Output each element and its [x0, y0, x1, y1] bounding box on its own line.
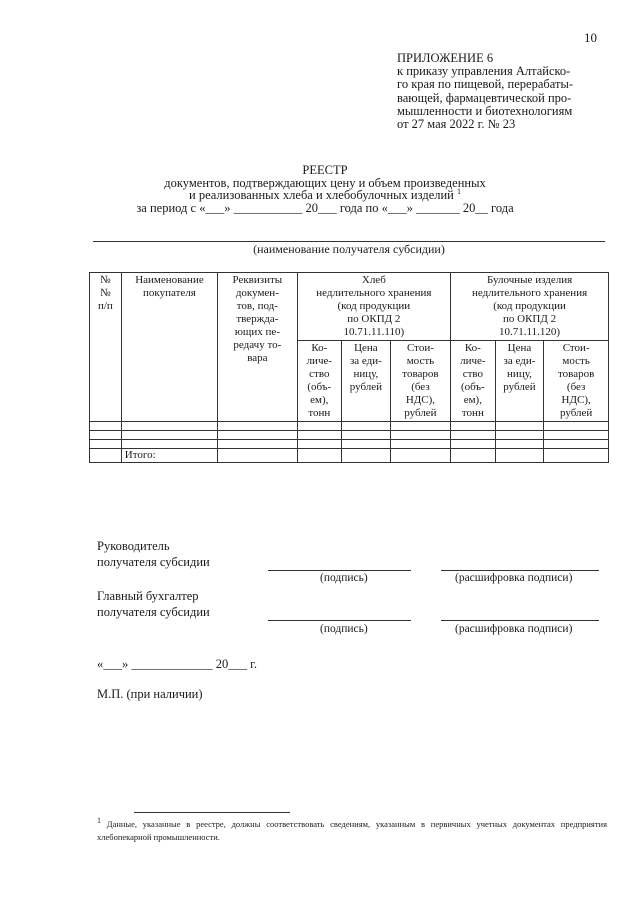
column-header-quantity: Ко- личе- ство (объ- ем), тонн	[297, 341, 341, 422]
table-header-row	[90, 273, 609, 341]
column-header-cost: Стои- мость товаров (без НДС), рублей	[390, 341, 450, 422]
appendix-line: вающей, фармацевтической про-	[397, 90, 572, 105]
date-line: «___» _____________ 20___ г.	[97, 657, 257, 671]
footnote-text: Данные, указанные в реестре, должны соответствовать сведениям, указанным в первичных учетных документах предприятия хлебопекарной промышленности.	[97, 819, 607, 842]
signature-line	[268, 620, 411, 621]
appendix-line: мышленности и биотехнологиям	[397, 103, 573, 118]
appendix-header	[397, 52, 612, 131]
signature-line	[268, 570, 411, 571]
title-line: документов, подтверждающих цену и объем произведенных	[164, 175, 486, 190]
table-row	[90, 422, 609, 431]
appendix-line: го края по пищевой, перерабаты-	[397, 77, 574, 92]
signature-caption: (подпись)	[320, 623, 368, 635]
accountant-label: Главный бухгалтер получателя субсидии	[97, 589, 210, 619]
registry-table	[89, 272, 609, 463]
column-group-bakery: Булочные изделия недлительного хранения (код продукции по ОКПД 2 10.71.11.120)	[451, 273, 609, 341]
appendix-line: ПРИЛОЖЕНИЕ 6	[397, 51, 494, 65]
column-group-bread: Хлеб недлительного хранения (код продукции по ОКПД 2 10.71.11.110)	[297, 273, 451, 341]
appendix-line: к приказу управления Алтайско-	[397, 64, 571, 79]
column-header-price: Цена за еди- ницу, рублей	[495, 341, 544, 422]
table-row	[90, 431, 609, 440]
column-header-buyer: Наименование покупателя	[121, 273, 217, 422]
total-label: Итого:	[121, 449, 217, 463]
title-heading: РЕЕСТР	[302, 163, 348, 177]
footnote-reference: 1	[456, 187, 461, 197]
title-line-with-footnote	[60, 189, 590, 202]
column-header-number: № № п/п	[90, 273, 122, 422]
column-header-cost: Стои- мость товаров (без НДС), рублей	[544, 341, 609, 422]
table-total-row	[90, 449, 609, 463]
footnote-mark: 1	[97, 816, 101, 826]
footnote	[97, 818, 607, 844]
column-header-price: Цена за еди- ницу, рублей	[342, 341, 391, 422]
decoding-line	[441, 570, 599, 571]
decoding-caption: (расшифровка подписи)	[455, 623, 573, 635]
appendix-line: от 27 мая 2022 г. № 23	[397, 117, 516, 132]
footnote-separator	[134, 812, 290, 813]
head-label: Руководитель получателя субсидии	[97, 539, 210, 569]
decoding-caption: (расшифровка подписи)	[455, 572, 573, 584]
decoding-line	[441, 620, 599, 621]
column-header-documents: Реквизиты докумен- тов, под- твержда- ющих пе- редачу то- вара	[218, 273, 297, 422]
stamp-placeholder: М.П. (при наличии)	[97, 687, 203, 701]
recipient-caption: (наименование получателя субсидии)	[253, 242, 445, 256]
page-number: 10	[584, 30, 597, 45]
column-header-quantity: Ко- личе- ство (объ- ем), тонн	[451, 341, 495, 422]
title-line: и реализованных хлеба и хлебобулочных изделий	[189, 188, 454, 203]
period-line: за период с «___» ___________ 20___ года по «___» _______ 20__ года	[136, 200, 514, 215]
signature-caption: (подпись)	[320, 572, 368, 584]
document-title	[60, 164, 590, 214]
table-row	[90, 440, 609, 449]
